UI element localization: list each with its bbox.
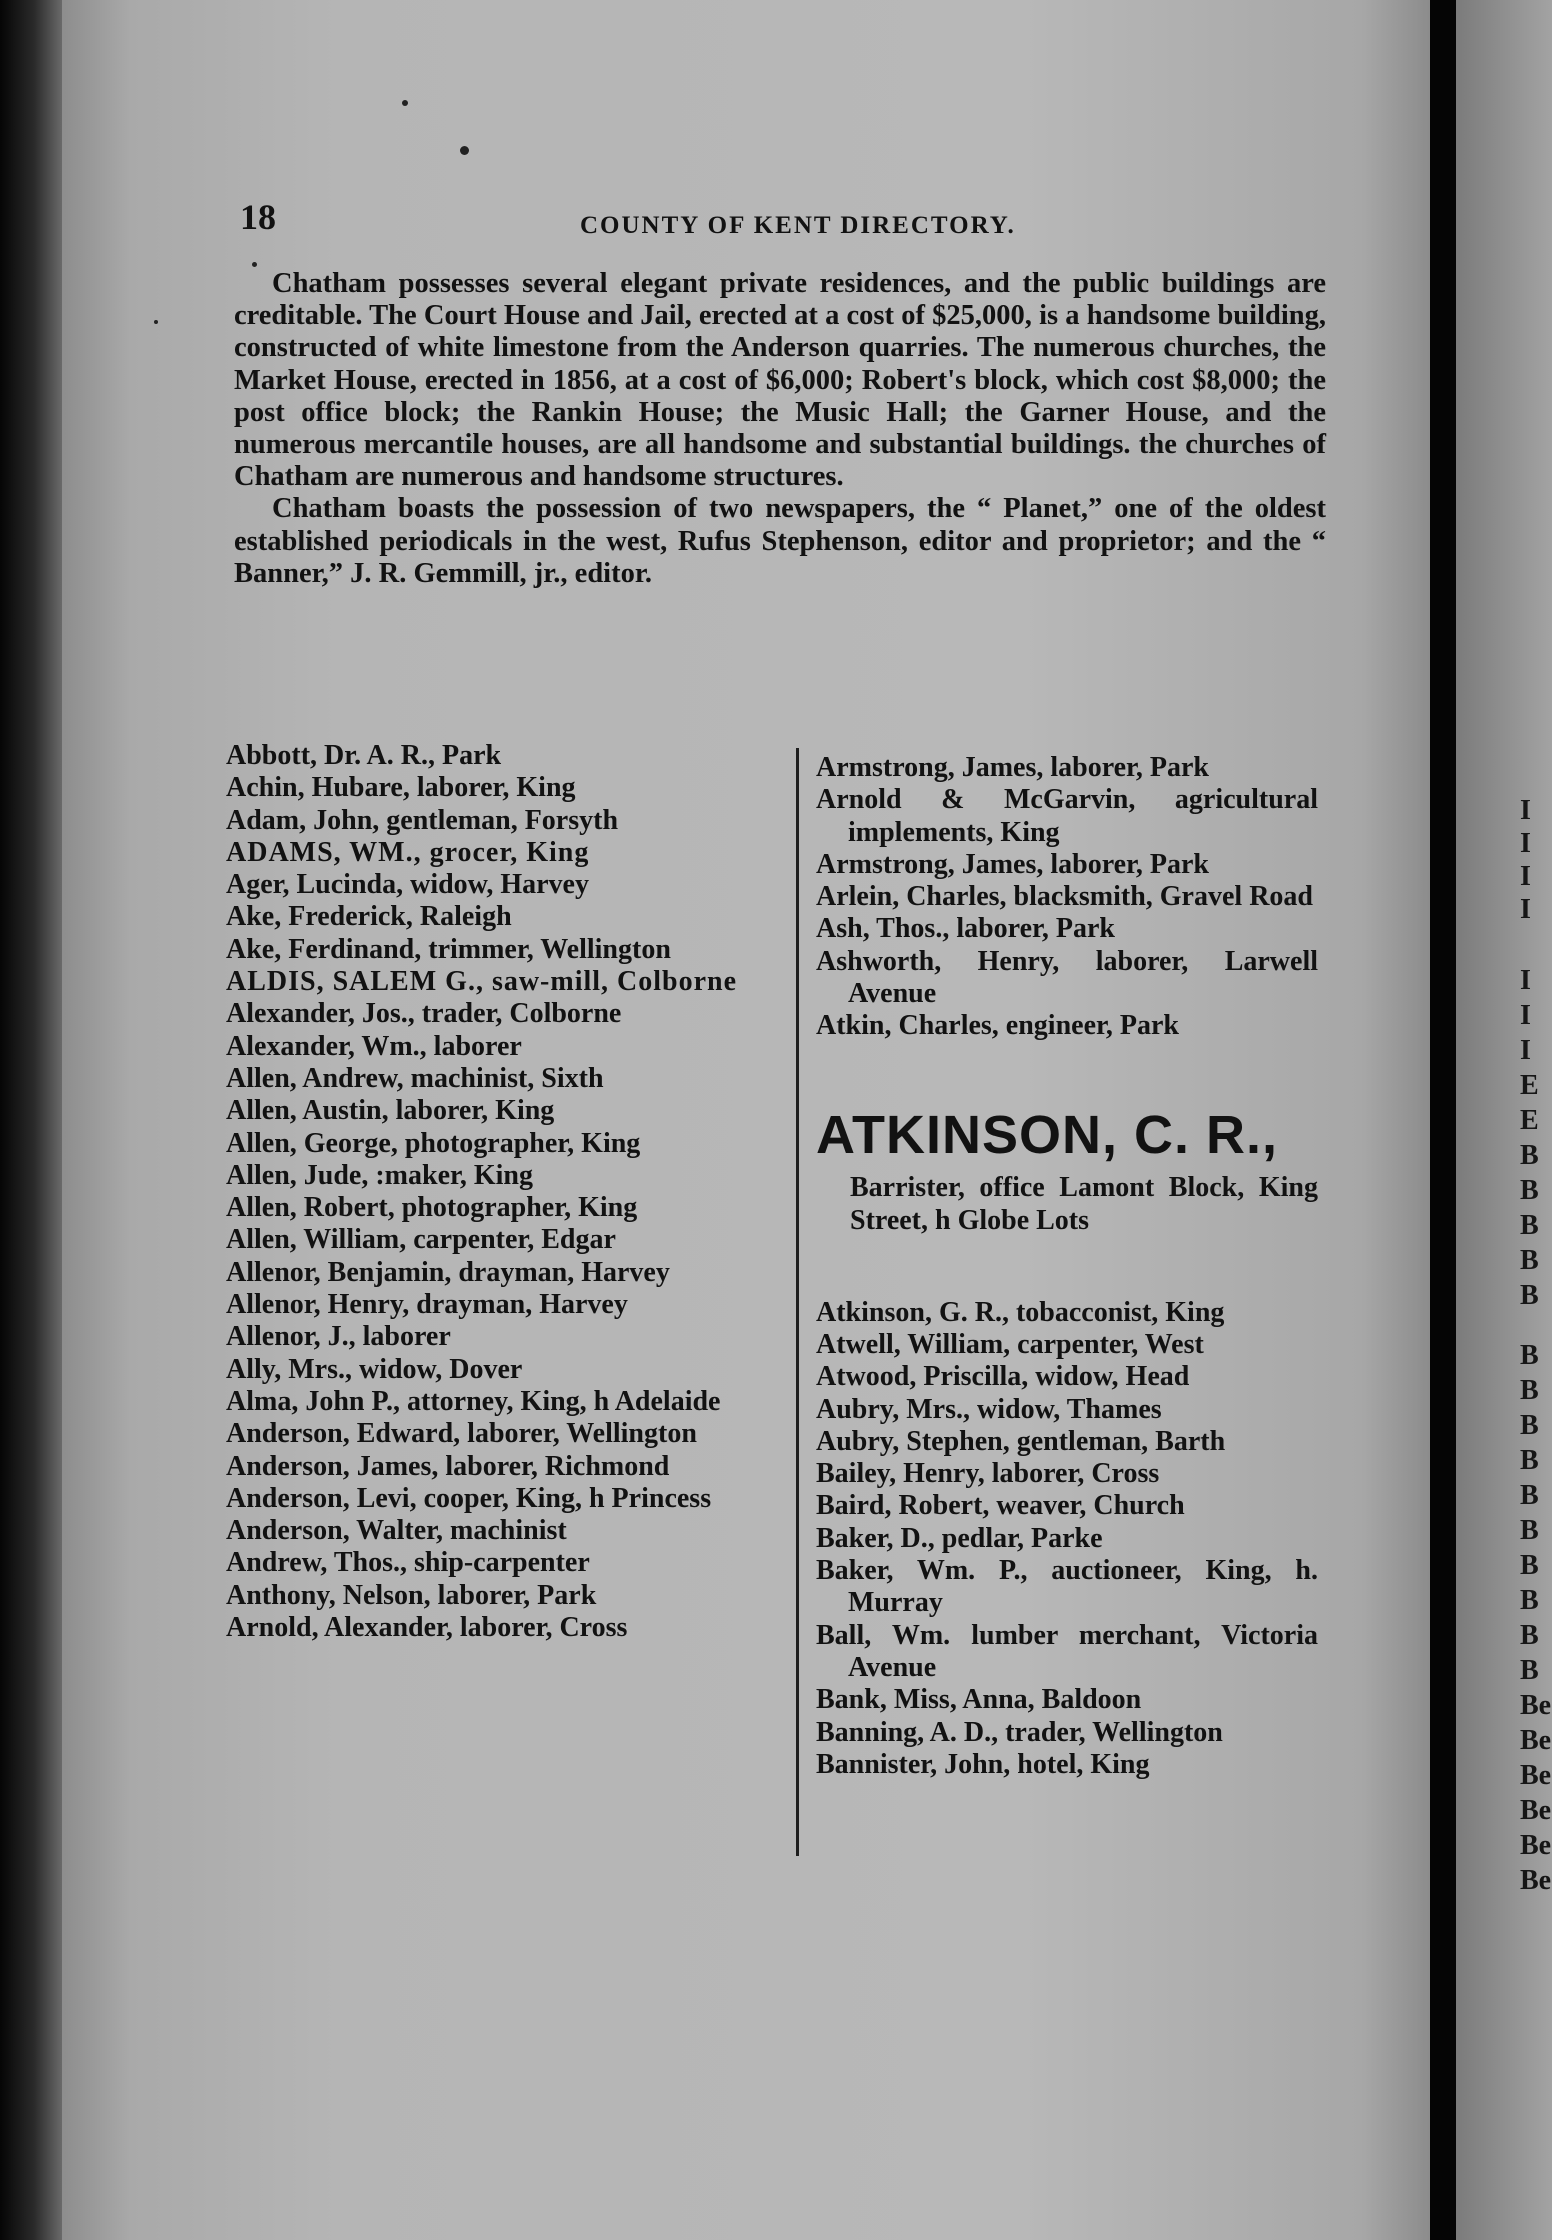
directory-entry: Ake, Ferdinand, trimmer, Wellington [226, 933, 671, 965]
adjacent-page-letter: B [1520, 1655, 1539, 1686]
ink-speck [252, 262, 257, 267]
directory-entry: Ager, Lucinda, widow, Harvey [226, 869, 589, 901]
adjacent-page-letter: Be [1520, 1690, 1552, 1721]
directory-entry: Allenor, Henry, drayman, Harvey [226, 1289, 628, 1321]
directory-entry: Arnold & McGarvin, agricultural implements, King [816, 784, 1318, 848]
adjacent-page-letter: B [1520, 1550, 1539, 1581]
directory-entry: Bank, Miss, Anna, Baldoon [816, 1684, 1142, 1716]
left-column [226, 740, 781, 1644]
adjacent-page-letter: B [1520, 1175, 1539, 1206]
directory-entry: Allenor, Benjamin, drayman, Harvey [226, 1256, 670, 1288]
directory-entry: Allen, Robert, photographer, King [226, 1192, 638, 1224]
directory-entry: Achin, Hubare, laborer, King [226, 772, 576, 804]
adjacent-page-letter: I [1520, 894, 1531, 925]
directory-entry: Banning, A. D., trader, Wellington [816, 1716, 1223, 1748]
directory-entry: ALDIS, SALEM G., saw-mill, Colborne [226, 966, 738, 998]
adjacent-page-edge [1456, 0, 1552, 2240]
adjacent-page-letter: I [1520, 861, 1531, 892]
directory-entry: Atkinson, G. R., tobacconist, King [816, 1296, 1225, 1328]
adjacent-page-letter: B [1520, 1515, 1539, 1546]
directory-entry: Armstrong, James, laborer, Park [816, 752, 1209, 783]
adjacent-page-letter: B [1520, 1585, 1539, 1616]
adjacent-page-letter: B [1520, 1445, 1539, 1476]
directory-entry: Atwood, Priscilla, widow, Head [816, 1361, 1190, 1393]
directory-entry: Abbott, Dr. A. R., Park [226, 740, 502, 771]
directory-entry: Baird, Robert, weaver, Church [816, 1490, 1185, 1522]
advertisement-name: ATKINSON, C. R., [816, 1104, 1279, 1165]
directory-entry: Anthony, Nelson, laborer, Park [226, 1579, 597, 1611]
directory-entry: Alma, John P., attorney, King, h Adelaide [226, 1385, 721, 1417]
adjacent-page-letter: B [1520, 1480, 1539, 1511]
directory-entry: Aubry, Mrs., widow, Thames [816, 1393, 1162, 1425]
page-title: COUNTY OF KENT DIRECTORY. [580, 212, 1016, 239]
adjacent-page-letter: E [1520, 1105, 1539, 1136]
directory-entry: Anderson, Levi, cooper, King, h Princess [226, 1482, 712, 1514]
directory-entry: Baker, D., pedlar, Parke [816, 1522, 1103, 1554]
directory-entry: Alexander, Jos., trader, Colborne [226, 998, 622, 1030]
directory-entry: Arlein, Charles, blacksmith, Gravel Road [816, 881, 1313, 913]
directory-entry: Andrew, Thos., ship-carpenter [226, 1547, 590, 1579]
directory-entry: Anderson, Walter, machinist [226, 1515, 567, 1547]
directory-entry: Adam, John, gentleman, Forsyth [226, 804, 619, 836]
directory-entry: Allenor, J., laborer [226, 1321, 451, 1353]
adjacent-page-letter: B [1520, 1280, 1539, 1311]
adjacent-page-letter: B [1520, 1340, 1539, 1371]
right-column [816, 752, 1318, 1781]
adjacent-page-letter: I [1520, 795, 1531, 826]
directory-entry: Ally, Mrs., widow, Dover [226, 1353, 523, 1385]
directory-entry: Armstrong, James, laborer, Park [816, 848, 1209, 880]
directory-entry: Ashworth, Henry, laborer, Larwell Avenue [816, 945, 1318, 1010]
intro-paragraph: Chatham boasts the possession of two newspapers, the “ Planet,” one of the oldest established periodicals in the west, Rufus Stephenson, editor and proprietor; and the “ Banner,” J. R. Gemmill, jr., editor. [234, 493, 1326, 589]
adjacent-page-letter: I [1520, 828, 1531, 859]
directory-entry: Arnold, Alexander, laborer, Cross [226, 1612, 628, 1644]
directory-entry: Alexander, Wm., laborer [226, 1030, 522, 1062]
running-head [240, 196, 1340, 240]
intro-text [234, 268, 1326, 590]
directory-entry: Bailey, Henry, laborer, Cross [816, 1458, 1160, 1490]
directory-entry: Allen, William, carpenter, Edgar [226, 1224, 616, 1256]
adjacent-page-letter: Be [1520, 1795, 1552, 1826]
adjacent-page-letter: I [1520, 1000, 1531, 1031]
adjacent-page-letter: E [1520, 1070, 1539, 1101]
advertisement-detail: Barrister, office Lamont Block, King Street, h Globe Lots [850, 1171, 1318, 1236]
adjacent-page-letter: B [1520, 1140, 1539, 1171]
page-number: 18 [240, 197, 276, 237]
adjacent-page-letter: B [1520, 1210, 1539, 1241]
directory-entry: Ake, Frederick, Raleigh [226, 901, 512, 933]
left-binding-shadow [0, 0, 62, 2240]
adjacent-page-letter: I [1520, 1035, 1531, 1066]
right-binding-gutter [1430, 0, 1456, 2240]
intro-paragraph: Chatham possesses several elegant private residences, and the public buildings are creditable. The Court House and Jail, erected at a cost of $25,000, is a handsome building, constructed of white limestone from the Anderson quarries. The numerous churches, the Market House, erected in 1856, at a cost of $6,000; Robert's block, which cost $8,000; the post office block; the Rankin House; the Music Hall; the Garner House, and the numerous mercantile houses, are all handsome and substantial buildings. the churches of Chatham are numerous and handsome structures. [234, 268, 1326, 493]
ink-speck [402, 100, 408, 106]
adjacent-page-letter: B [1520, 1410, 1539, 1441]
adjacent-page-letter: Be [1520, 1865, 1552, 1896]
directory-entry: Atwell, William, carpenter, West [816, 1328, 1204, 1360]
directory-entry: Anderson, James, laborer, Richmond [226, 1450, 670, 1482]
adjacent-page-letter: B [1520, 1620, 1539, 1651]
directory-entry: Bannister, John, hotel, King [816, 1748, 1150, 1780]
column-divider [796, 748, 799, 1856]
directory-entry: Aubry, Stephen, gentleman, Barth [816, 1425, 1226, 1457]
directory-entry: Atkin, Charles, engineer, Park [816, 1010, 1179, 1042]
adjacent-page-letter: Be [1520, 1760, 1552, 1791]
ink-speck [460, 146, 469, 155]
adjacent-page-letter: B [1520, 1245, 1539, 1276]
directory-entry: Anderson, Edward, laborer, Wellington [226, 1418, 697, 1450]
directory-entry: Allen, George, photographer, King [226, 1127, 641, 1159]
directory-entry: Ash, Thos., laborer, Park [816, 913, 1115, 945]
ink-speck [154, 320, 158, 324]
adjacent-page-letter: Be [1520, 1830, 1552, 1861]
directory-entry: Ball, Wm. lumber merchant, Victoria Avenue [816, 1619, 1318, 1683]
directory-entry: Allen, Andrew, machinist, Sixth [226, 1062, 604, 1094]
adjacent-page-letter: B [1520, 1375, 1539, 1406]
adjacent-page-letter: Be [1520, 1725, 1552, 1756]
adjacent-page-letter: I [1520, 965, 1531, 996]
directory-entry: Allen, Jude, :maker, King [226, 1159, 533, 1191]
directory-entry: Baker, Wm. P., auctioneer, King, h. Murray [816, 1555, 1318, 1619]
directory-entry: ADAMS, WM., grocer, King [226, 836, 590, 868]
directory-entry: Allen, Austin, laborer, King [226, 1095, 555, 1127]
